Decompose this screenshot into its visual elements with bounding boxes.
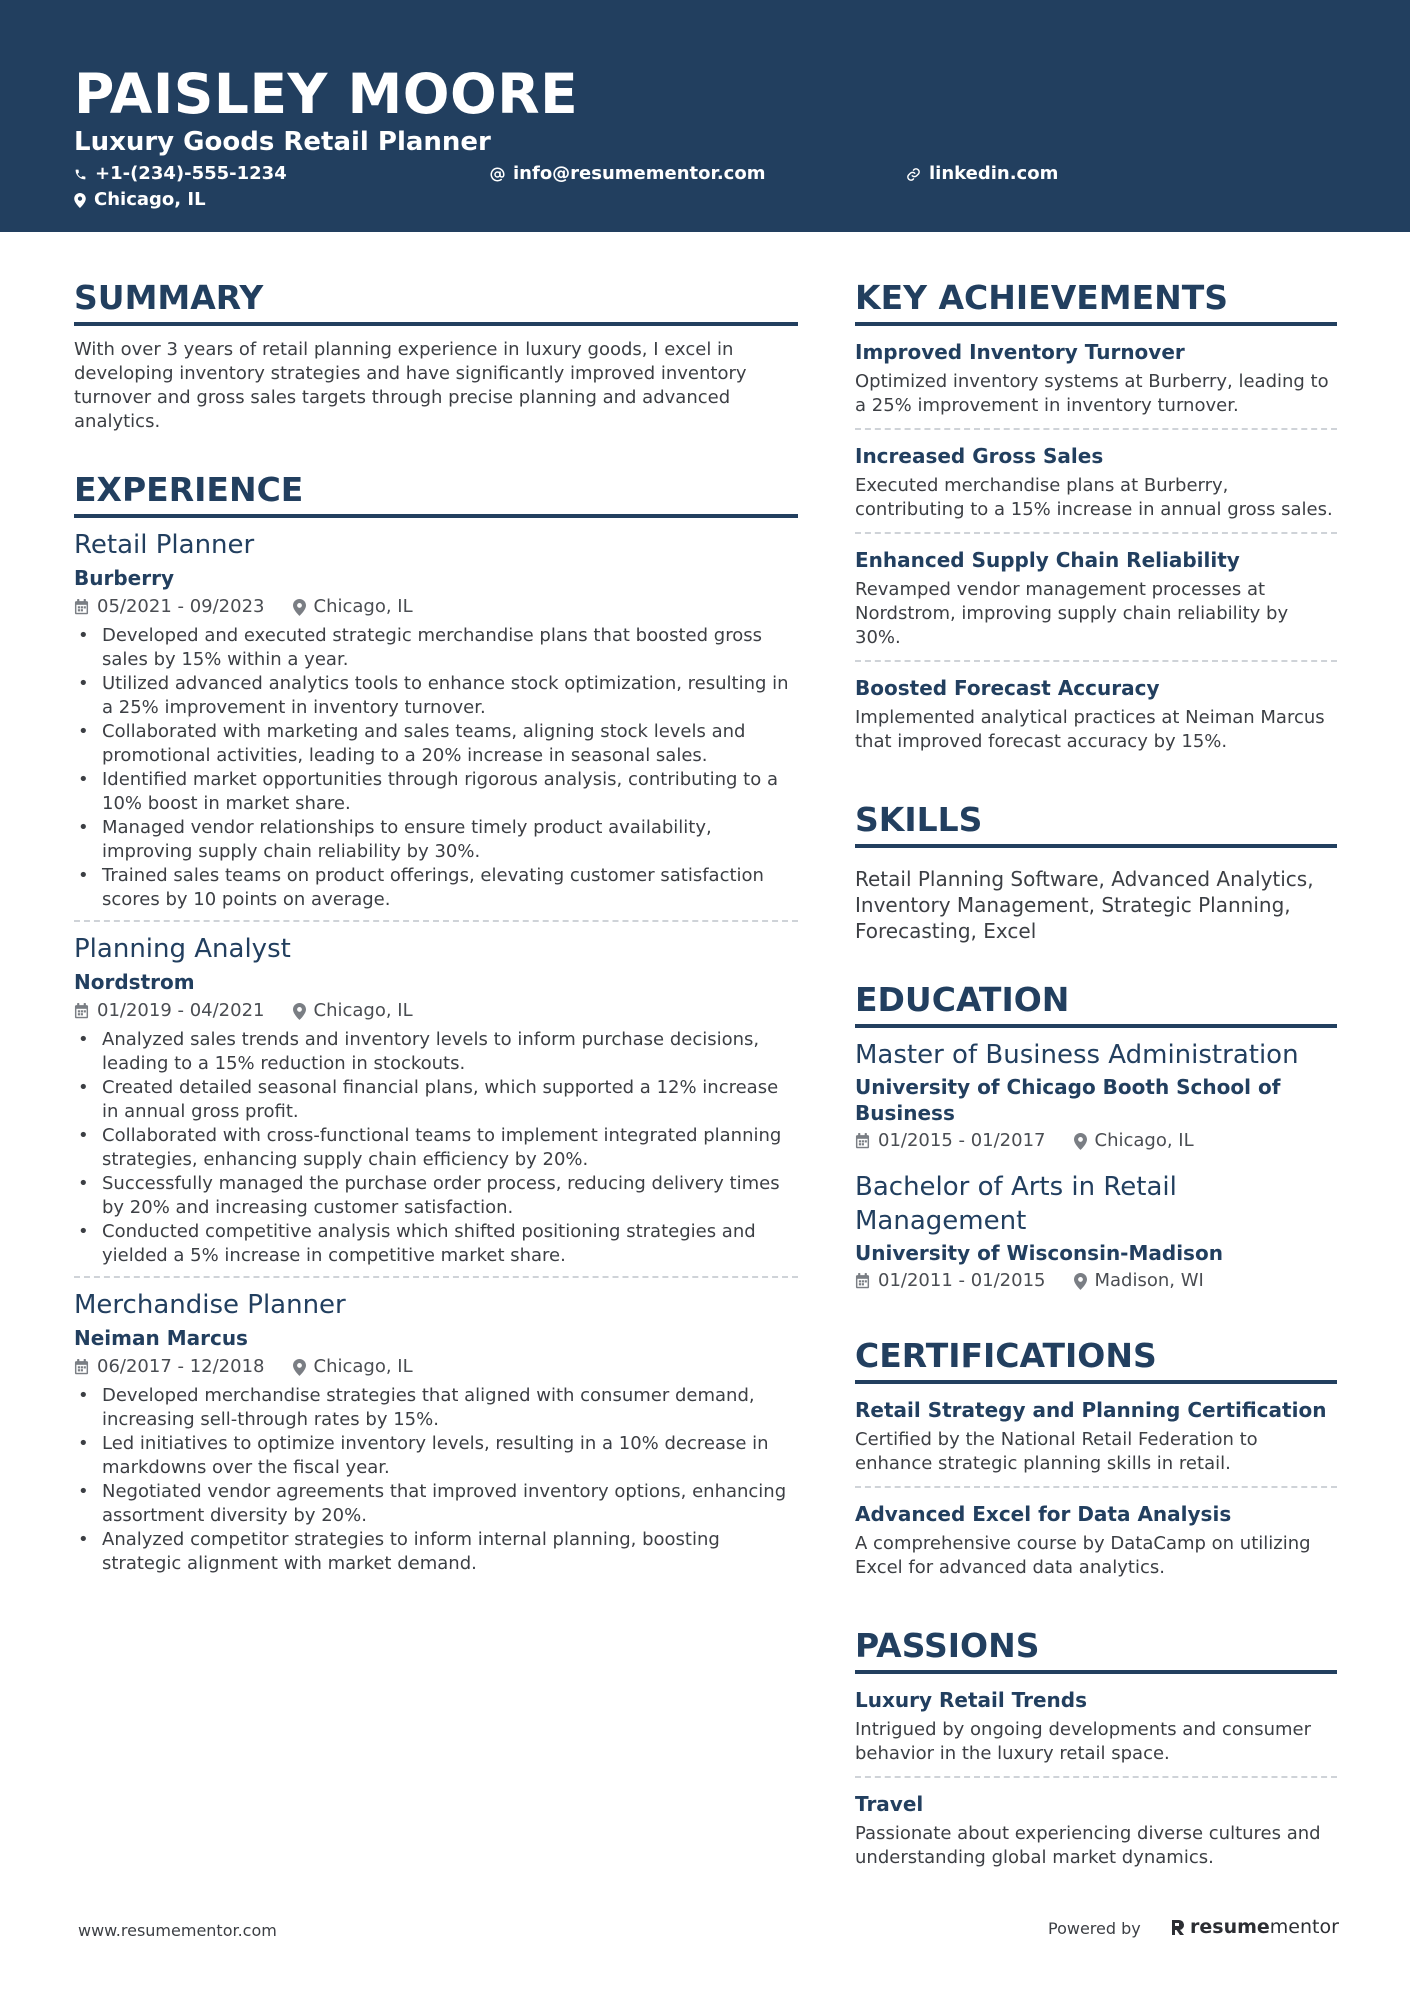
link-icon xyxy=(906,167,921,182)
job-location-text: Chicago, IL xyxy=(313,1000,413,1021)
passion-item xyxy=(855,1674,1337,1778)
education-heading: EDUCATION xyxy=(855,978,1337,1028)
candidate-name: PAISLEY MOORE xyxy=(74,62,579,126)
job-meta xyxy=(74,594,798,620)
skills-heading: SKILLS xyxy=(855,798,1337,848)
passion-item xyxy=(855,1778,1337,1880)
certification-title: Advanced Excel for Data Analysis xyxy=(855,1502,1232,1526)
footer-brand-logo[interactable] xyxy=(1170,1913,1339,1941)
education-degree: Bachelor of Arts in Retail Management xyxy=(855,1172,1177,1236)
job-location-text: Chicago, IL xyxy=(313,596,413,617)
location-pin-icon xyxy=(293,599,306,616)
summary-heading: SUMMARY xyxy=(74,276,798,326)
certification-title: Retail Strategy and Planning Certification xyxy=(855,1398,1327,1422)
education-meta xyxy=(855,1128,1337,1154)
location-pin-icon xyxy=(1074,1273,1087,1290)
location-pin-icon xyxy=(74,193,86,208)
job-role: Retail Planner xyxy=(74,530,255,560)
calendar-icon xyxy=(74,1003,89,1019)
job-bullet: • Successfully managed the purchase order process, reducing delivery times by 20% and increasing customer satisfaction. xyxy=(74,1172,798,1220)
achievements-section xyxy=(855,276,1337,764)
location-pin-icon xyxy=(1074,1133,1087,1150)
job-bullet: • Created detailed seasonal financial plans, which supported a 12% increase in annual gross profit. xyxy=(74,1076,798,1124)
brand-name-part2: mentor xyxy=(1269,1916,1339,1938)
education-location-text: Madison, WI xyxy=(1094,1270,1204,1291)
certification-desc: A comprehensive course by DataCamp on utilizing Excel for advanced data analytics. xyxy=(855,1533,1311,1578)
brand-logo-icon xyxy=(1170,1918,1186,1936)
passions-heading: PASSIONS xyxy=(855,1624,1337,1674)
calendar-icon xyxy=(855,1133,870,1149)
job-meta xyxy=(74,998,798,1024)
passion-desc: Intrigued by ongoing developments and consumer behavior in the luxury retail space. xyxy=(855,1719,1311,1764)
certification-item xyxy=(855,1488,1337,1590)
certification-desc: Certified by the National Retail Federation to enhance strategic planning skills in retail. xyxy=(855,1429,1258,1474)
education-meta xyxy=(855,1268,1337,1294)
job-bullet: • Negotiated vendor agreements that improved inventory options, enhancing assortment diversity by 20%. xyxy=(74,1480,798,1528)
job-entry xyxy=(74,922,798,1278)
footer-powered-by: Powered by xyxy=(1048,1919,1141,1938)
achievement-title: Improved Inventory Turnover xyxy=(855,340,1185,364)
contact-linkedin[interactable] xyxy=(906,161,1058,187)
job-bullet: • Managed vendor relationships to ensure timely product availability, improving supply chain reliability by 30%. xyxy=(74,816,798,864)
contact-email-text: info@resumementor.com xyxy=(513,163,766,184)
contact-email[interactable] xyxy=(490,161,765,187)
summary-section xyxy=(74,276,798,434)
calendar-icon xyxy=(855,1273,870,1289)
job-bullet: • Analyzed competitor strategies to inform internal planning, boosting strategic alignment with market demand. xyxy=(74,1528,798,1576)
job-bullets xyxy=(74,1384,798,1576)
job-dates xyxy=(74,998,265,1024)
job-location-text: Chicago, IL xyxy=(313,1356,413,1377)
job-dates-text: 06/2017 - 12/2018 xyxy=(97,1356,265,1377)
contact-linkedin-text: linkedin.com xyxy=(929,163,1059,184)
at-icon xyxy=(490,167,505,182)
passion-title: Travel xyxy=(855,1792,924,1816)
education-school: University of Wisconsin-Madison xyxy=(855,1241,1223,1265)
job-location xyxy=(293,594,413,620)
passions-section xyxy=(855,1624,1337,1880)
achievement-item xyxy=(855,662,1337,764)
job-bullet: • Utilized advanced analytics tools to enhance stock optimization, resulting in a 25% improvement in inventory turnover. xyxy=(74,672,798,720)
job-bullet: • Identified market opportunities through rigorous analysis, contributing to a 10% boost in market share. xyxy=(74,768,798,816)
education-school: University of Chicago Booth School of Business xyxy=(855,1075,1281,1125)
job-bullet: • Developed and executed strategic merchandise plans that boosted gross sales by 15% within a year. xyxy=(74,624,798,672)
job-dates xyxy=(74,1354,265,1380)
phone-icon xyxy=(74,168,87,181)
job-company: Neiman Marcus xyxy=(74,1326,248,1350)
education-location-text: Chicago, IL xyxy=(1094,1130,1194,1151)
location-pin-icon xyxy=(293,1003,306,1020)
certification-item xyxy=(855,1384,1337,1488)
achievement-item xyxy=(855,534,1337,662)
job-bullet: • Developed merchandise strategies that aligned with consumer demand, increasing sell-through rates by 15%. xyxy=(74,1384,798,1432)
job-dates xyxy=(74,594,265,620)
education-dates-text: 01/2011 - 01/2015 xyxy=(878,1270,1046,1291)
education-item xyxy=(855,1028,1337,1160)
achievement-item xyxy=(855,430,1337,534)
job-dates-text: 01/2019 - 04/2021 xyxy=(97,1000,265,1021)
achievement-title: Enhanced Supply Chain Reliability xyxy=(855,548,1240,572)
skills-section xyxy=(855,798,1337,944)
summary-text: With over 3 years of retail planning experience in luxury goods, I excel in developing inventory strategies and have significantly improved inventory turnover and gross sales targets through precise planning and advanced analytics. xyxy=(74,339,747,432)
achievement-title: Boosted Forecast Accuracy xyxy=(855,676,1160,700)
certifications-heading: CERTIFICATIONS xyxy=(855,1334,1337,1384)
education-dates xyxy=(855,1128,1046,1154)
job-company: Nordstrom xyxy=(74,970,195,994)
contact-phone[interactable] xyxy=(74,161,287,187)
location-pin-icon xyxy=(293,1359,306,1376)
achievement-desc: Optimized inventory systems at Burberry, leading to a 25% improvement in inventory turnover. xyxy=(855,371,1329,416)
experience-section xyxy=(74,468,798,1584)
job-bullets xyxy=(74,1028,798,1268)
footer-website-link[interactable]: www.resumementor.com xyxy=(78,1921,277,1940)
left-column xyxy=(74,276,798,1618)
job-role: Merchandise Planner xyxy=(74,1290,346,1320)
job-company: Burberry xyxy=(74,566,174,590)
passion-title: Luxury Retail Trends xyxy=(855,1688,1088,1712)
job-dates-text: 05/2021 - 09/2023 xyxy=(97,596,265,617)
right-column xyxy=(855,276,1337,1914)
achievement-desc: Executed merchandise plans at Burberry, contributing to a 15% increase in annual gross sales. xyxy=(855,475,1333,520)
job-location xyxy=(293,1354,413,1380)
certifications-section xyxy=(855,1334,1337,1590)
skills-text: Retail Planning Software, Advanced Analytics, Inventory Management, Strategic Planning, Forecasting, Excel xyxy=(855,867,1314,943)
achievement-title: Increased Gross Sales xyxy=(855,444,1104,468)
calendar-icon xyxy=(74,599,89,615)
job-role: Planning Analyst xyxy=(74,934,291,964)
contact-location-text: Chicago, IL xyxy=(94,189,206,210)
education-location xyxy=(1074,1128,1194,1154)
contact-location xyxy=(74,187,206,213)
job-entry xyxy=(74,518,798,922)
job-location xyxy=(293,998,413,1024)
job-bullets xyxy=(74,624,798,912)
resume-header xyxy=(0,0,1410,232)
job-bullet: • Collaborated with cross-functional teams to implement integrated planning strategies, enhancing supply chain efficiency by 20%. xyxy=(74,1124,798,1172)
job-bullet: • Trained sales teams on product offerings, elevating customer satisfaction scores by 10 points on average. xyxy=(74,864,798,912)
brand-name-part1: resume xyxy=(1190,1916,1270,1938)
education-dates-text: 01/2015 - 01/2017 xyxy=(878,1130,1046,1151)
education-location xyxy=(1074,1268,1204,1294)
job-bullet: • Conducted competitive analysis which shifted positioning strategies and yielded a 5% increase in competitive market share. xyxy=(74,1220,798,1268)
achievement-desc: Implemented analytical practices at Neiman Marcus that improved forecast accuracy by 15%. xyxy=(855,707,1325,752)
achievements-heading: KEY ACHIEVEMENTS xyxy=(855,276,1337,326)
job-meta xyxy=(74,1354,798,1380)
passion-desc: Passionate about experiencing diverse cultures and understanding global market dynamics. xyxy=(855,1823,1321,1868)
experience-heading: EXPERIENCE xyxy=(74,468,798,518)
job-bullet: • Analyzed sales trends and inventory levels to inform purchase decisions, leading to a 15% reduction in stockouts. xyxy=(74,1028,798,1076)
education-degree: Master of Business Administration xyxy=(855,1040,1299,1070)
candidate-title: Luxury Goods Retail Planner xyxy=(74,127,491,157)
job-bullet: • Led initiatives to optimize inventory levels, resulting in a 10% decrease in markdowns over the fiscal year. xyxy=(74,1432,798,1480)
contact-phone-text: +1-(234)-555-1234 xyxy=(95,163,287,184)
education-section xyxy=(855,978,1337,1300)
achievement-desc: Revamped vendor management processes at Nordstrom, improving supply chain reliability by 30%. xyxy=(855,579,1289,648)
education-item xyxy=(855,1160,1337,1300)
calendar-icon xyxy=(74,1359,89,1375)
achievement-item xyxy=(855,326,1337,430)
job-bullet: • Collaborated with marketing and sales teams, aligning stock levels and promotional activities, leading to a 20% increase in seasonal sales. xyxy=(74,720,798,768)
job-entry xyxy=(74,1278,798,1584)
education-dates xyxy=(855,1268,1046,1294)
